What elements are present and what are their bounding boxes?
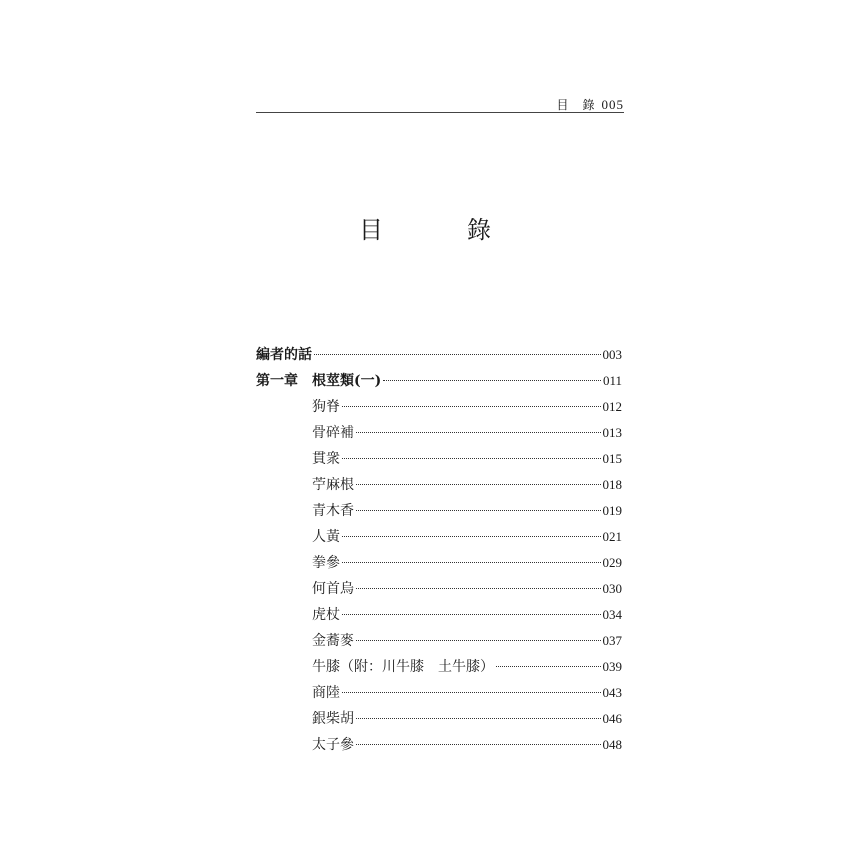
- toc-label: 何首烏: [312, 581, 354, 597]
- toc-row-entry[interactable]: [256, 420, 622, 446]
- toc-page-number: 030: [602, 581, 622, 596]
- toc-label: 虎杖: [312, 607, 340, 623]
- chapter-number: 第一章: [256, 373, 298, 389]
- toc-label: 人黃: [312, 529, 340, 545]
- toc-label: 商陸: [312, 685, 340, 701]
- toc-label: 青木香: [312, 503, 354, 519]
- toc-page-number: 018: [602, 477, 622, 492]
- toc-row-entry[interactable]: [256, 524, 622, 550]
- toc-label: 狗脊: [312, 399, 340, 415]
- toc-page-number: 029: [602, 555, 622, 570]
- toc-label: 拳參: [312, 555, 340, 571]
- toc-page-number: 037: [602, 633, 622, 648]
- toc-row-entry[interactable]: [256, 602, 622, 628]
- toc-label: 牛膝（附：川牛膝 土牛膝）: [312, 659, 494, 675]
- toc-label: 銀柴胡: [312, 711, 354, 727]
- toc-row-entry[interactable]: [256, 472, 622, 498]
- running-head: [256, 93, 624, 113]
- toc-row-chapter[interactable]: [256, 368, 622, 394]
- toc-page-number: 019: [602, 503, 622, 518]
- toc-page-number: 015: [602, 451, 622, 466]
- dot-leader: [342, 692, 601, 693]
- dot-leader: [342, 614, 601, 615]
- toc-label: 貫衆: [312, 451, 340, 467]
- toc-row-entry[interactable]: [256, 550, 622, 576]
- dot-leader: [496, 666, 601, 667]
- dot-leader: [342, 562, 601, 563]
- table-of-contents: [256, 342, 622, 758]
- running-head-title: 目 錄: [556, 98, 596, 112]
- dot-leader: [356, 588, 601, 589]
- dot-leader: [356, 640, 601, 641]
- toc-page-number: 048: [602, 737, 622, 752]
- toc-page-number: 021: [602, 529, 622, 544]
- dot-leader: [383, 380, 601, 381]
- toc-row-entry[interactable]: [256, 394, 622, 420]
- dot-leader: [342, 458, 601, 459]
- dot-leader: [356, 510, 601, 511]
- toc-row-entry[interactable]: [256, 628, 622, 654]
- toc-page-number: 046: [602, 711, 622, 726]
- dot-leader: [342, 536, 601, 537]
- toc-page-number: 003: [602, 347, 622, 362]
- toc-row-preface[interactable]: [256, 342, 622, 368]
- toc-page-number: 013: [602, 425, 622, 440]
- toc-label: 太子參: [312, 737, 354, 753]
- toc-label: 骨碎補: [312, 425, 354, 441]
- dot-leader: [356, 744, 601, 745]
- page-title: 目 錄: [359, 216, 521, 244]
- toc-page-number: 011: [602, 373, 622, 388]
- toc-label: 根莖類(一): [312, 373, 382, 389]
- dot-leader: [314, 354, 601, 355]
- toc-page-number: 039: [602, 659, 622, 674]
- toc-row-entry[interactable]: [256, 706, 622, 732]
- toc-row-entry[interactable]: [256, 654, 622, 680]
- dot-leader: [356, 718, 601, 719]
- dot-leader: [356, 484, 601, 485]
- toc-row-entry[interactable]: [256, 498, 622, 524]
- toc-row-entry[interactable]: [256, 680, 622, 706]
- running-head-page-number: 005: [601, 97, 624, 112]
- header-rule: [256, 112, 624, 113]
- dot-leader: [356, 432, 601, 433]
- toc-row-entry[interactable]: [256, 446, 622, 472]
- toc-page-number: 034: [602, 607, 622, 622]
- toc-row-entry[interactable]: [256, 732, 622, 758]
- toc-page-number: 043: [602, 685, 622, 700]
- toc-label: 金蕎麥: [312, 633, 354, 649]
- dot-leader: [342, 406, 601, 407]
- toc-label: 編者的話: [256, 347, 312, 363]
- toc-page-number: 012: [602, 399, 622, 414]
- toc-label: 苧麻根: [312, 477, 354, 493]
- toc-row-entry[interactable]: [256, 576, 622, 602]
